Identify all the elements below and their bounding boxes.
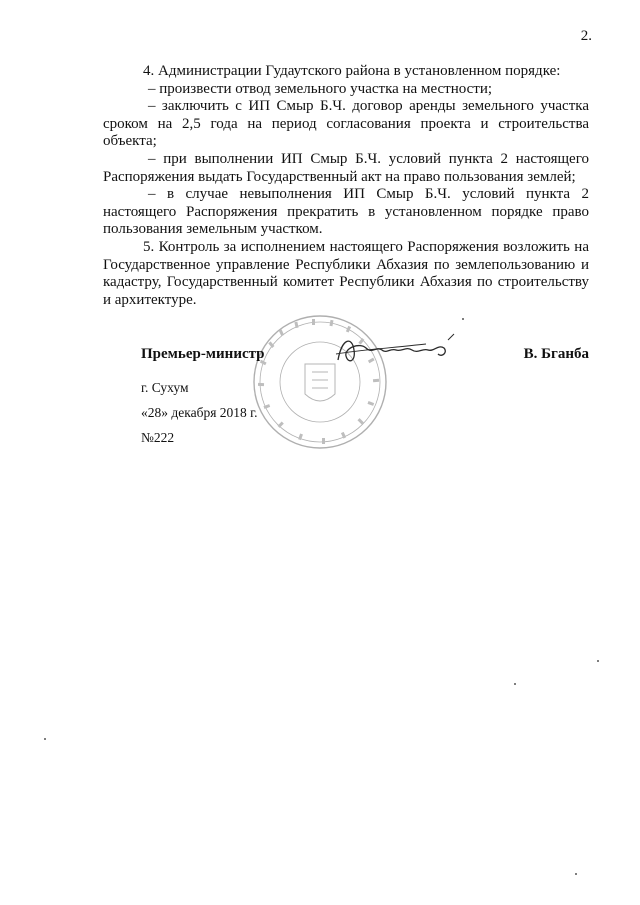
document-body — [103, 63, 589, 309]
signatory-name: В. Бганба — [523, 346, 589, 362]
scan-speck — [462, 318, 464, 320]
paragraph-4-item-2: – заключить с ИП Смыр Б.Ч. договор аренды земельного участка сроком на 2,5 года на период согласования проекта и строительства объекта; — [103, 98, 589, 150]
paragraph-4-item-1: – произвести отвод земельного участка на местности; — [148, 80, 493, 97]
page-number: 2. — [580, 28, 592, 44]
document-date: «28» декабря 2018 г. — [141, 405, 258, 420]
handwritten-signature-icon — [330, 330, 470, 370]
scan-speck — [597, 660, 599, 662]
paragraph-5: 5. Контроль за исполнением настоящего Распоряжения возложить на Государственное управление Республики Абхазия по землепользованию и кадастру, Государственный комитет Республики Абхазия по строительству и архитектуре. — [103, 238, 589, 308]
paragraph-4: 4. Администрации Гудаутского района в установленном порядке: — [143, 63, 561, 79]
scan-speck — [44, 738, 46, 740]
document-city: г. Сухум — [141, 380, 189, 395]
signatory-position: Премьер-министр — [141, 346, 265, 362]
paragraph-4-item-4: – в случае невыполнения ИП Смыр Б.Ч. условий пункта 2 настоящего Распоряжения прекратить в установленном порядке право пользования земельным участком. — [103, 186, 589, 238]
document-number: №222 — [141, 430, 175, 445]
paragraph-4-item-3: – при выполнении ИП Смыр Б.Ч. условий пункта 2 настоящего Распоряжения выдать Государственный акт на право пользования землей; — [103, 150, 589, 185]
scan-speck — [575, 873, 577, 875]
scan-speck — [514, 683, 516, 685]
